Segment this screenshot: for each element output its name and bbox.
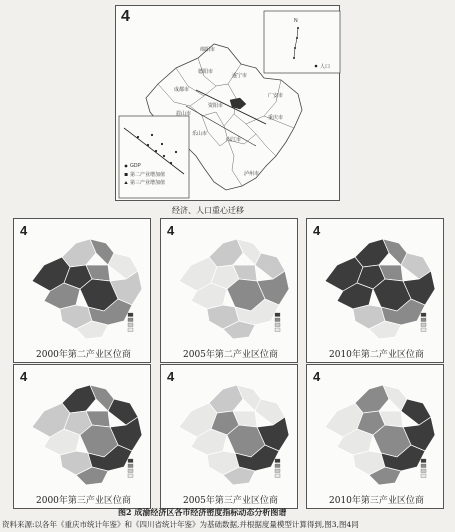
city-label-suining: 遂宁市 — [232, 73, 248, 79]
choropleth-panel — [160, 218, 298, 363]
top-figure-caption: 经济、人口重心迁移 — [172, 206, 244, 215]
panel-caption: 2000年第二产业区位商 — [36, 350, 131, 360]
legend-swatch — [421, 464, 426, 468]
choropleth-panel — [13, 218, 151, 363]
map-region — [209, 385, 243, 413]
panel-caption: 2010年第三产业区位商 — [329, 496, 424, 506]
choropleth-panel — [160, 364, 298, 509]
panel-caption: 2010年第二产业区位商 — [329, 350, 424, 360]
legend-swatch — [275, 318, 280, 322]
legend-secondary: 第二产业增加值 — [130, 172, 166, 178]
map-region — [62, 385, 96, 413]
legend-swatch — [275, 313, 280, 317]
legend-swatch — [128, 459, 133, 463]
city-label-neijiang: 内江市 — [226, 137, 242, 143]
legend-swatch — [275, 469, 280, 473]
legend-swatch — [421, 323, 426, 327]
panel-number: 4 — [20, 223, 28, 238]
city-label-mianyang: 绵阳市 — [200, 47, 216, 53]
choropleth-panel — [306, 364, 444, 509]
map-region — [355, 239, 389, 267]
choropleth-map — [307, 221, 445, 343]
panel-number: 4 — [167, 223, 175, 238]
city-label-meishan: 眉山市 — [176, 111, 192, 117]
legend-tertiary: 第三产业增加值 — [130, 180, 166, 186]
city-label-chongqing: 重庆市 — [268, 115, 284, 121]
legend-swatch — [275, 328, 280, 332]
legend-swatch — [275, 323, 280, 327]
panel-caption: 2005年第二产业区位商 — [183, 350, 278, 360]
city-label-leshan: 乐山市 — [192, 131, 208, 137]
legend-swatch — [275, 459, 280, 463]
legend-swatch — [128, 318, 133, 322]
legend-swatch — [128, 328, 133, 332]
legend-swatch — [128, 474, 133, 478]
panel-number: 4 — [167, 369, 175, 384]
choropleth-panel — [13, 364, 151, 509]
legend-swatch — [421, 469, 426, 473]
map-region — [62, 239, 96, 267]
panel-number: 4 — [313, 223, 321, 238]
choropleth-map — [161, 367, 299, 489]
panel-caption: 2000年第三产业区位商 — [36, 496, 131, 506]
panel-number: 4 — [313, 369, 321, 384]
source-note: 资料来源:以各年《重庆市统计年鉴》和《四川省统计年鉴》为基础数据,并根据度量模型计算得到,图3,图4同 — [2, 520, 359, 529]
legend-swatch — [275, 474, 280, 478]
choropleth-map — [14, 367, 152, 489]
city-label-chengdu: 成都市 — [174, 87, 190, 93]
legend-swatch — [421, 459, 426, 463]
legend-swatch — [421, 313, 426, 317]
choropleth-map — [14, 221, 152, 343]
city-label-guangan: 广安市 — [268, 93, 284, 99]
city-label-deyang: 德阳市 — [198, 69, 214, 75]
city-label-luzhou: 泸州市 — [244, 171, 260, 177]
figure-title: 图2 成渝经济区各市经济密度指标动态分析图谱 — [118, 507, 287, 517]
panel-number: 4 — [121, 8, 130, 25]
migration-figure — [115, 5, 340, 201]
legend-swatch — [128, 323, 133, 327]
legend-swatch — [128, 464, 133, 468]
legend-gdp: GDP — [130, 163, 141, 169]
inset-legend-population: 人口 — [320, 64, 331, 70]
legend-swatch — [275, 464, 280, 468]
city-label-ziyang: 资阳市 — [208, 103, 224, 109]
legend-swatch — [128, 469, 133, 473]
panel-caption: 2005年第三产业区位商 — [183, 496, 278, 506]
panel-number: 4 — [20, 369, 28, 384]
choropleth-map — [161, 221, 299, 343]
legend-swatch — [128, 313, 133, 317]
legend-swatch — [421, 328, 426, 332]
inset-north-marker: N — [294, 18, 298, 24]
choropleth-panel — [306, 218, 444, 363]
map-region — [209, 239, 243, 267]
choropleth-map — [307, 367, 445, 489]
legend-swatch — [421, 318, 426, 322]
map-region — [355, 385, 389, 413]
legend-swatch — [421, 474, 426, 478]
